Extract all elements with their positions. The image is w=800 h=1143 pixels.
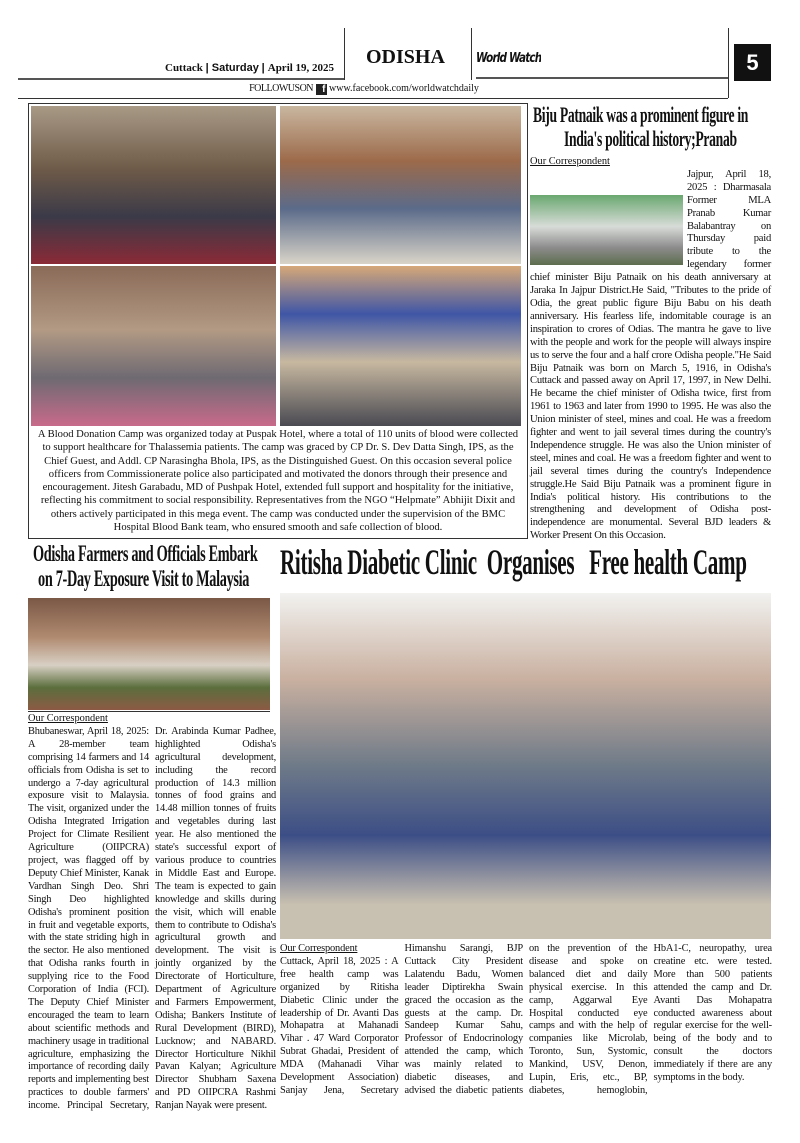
- blood-camp-photo-guests: [280, 266, 521, 426]
- blood-camp-caption: A Blood Donation Camp was organized today at Puspak Hotel, where a total of 110 units of blood were collected to support healthcare for Thalassemia patients. The camp was graced by CP Dr. S. Dev Datta Singh, IPS, as the Chief Guest, and Addl. CP Narasingha Bhola, IPS, as the Distinguished Guest. On this occasion several police officers from Commissionerate police also participated and motivated the donors through their presence and encouragement. Jitesh Garabadu, MD of Pushpak Hotel, extended full support and hospitality for the initiative, reflecting his commitment to social responsibility. Representatives from the NGO “Helpmate” Abhijit Dixit and others actively participated in this mega event. The camp was conducted under the supervision of the BMC Hospital Blood Bank team, who ensured smooth and safe collection of blood.: [37, 429, 519, 534]
- farmers-headline-2: on 7-Day Exposure Visit to Malaysia: [38, 566, 250, 591]
- divider: [344, 28, 345, 80]
- dateline: Cuttack | Saturday | April 19, 2025: [165, 62, 335, 74]
- blood-camp-photo-ribbon: [31, 106, 276, 264]
- logo-text: World Watch: [476, 51, 541, 66]
- divider: [728, 28, 729, 98]
- blood-camp-story: [28, 103, 528, 539]
- divider: [471, 28, 472, 80]
- farmers-body: Bhubaneswar, April 18, 2025: A 28-member team comprising 14 farmers and 14 officials from Odisha is set to undergo a 7-day agricultural exposure visit to Malaysia. The visit, organized under the Odisha Integrated Irrigation Project for Climate Resilient Agriculture (OIIPCRA) project, was flagged off by Deputy Chief Minister, Kanak Vardhan Singh Deo. Shri Singh Deo highlighted Odisha's prominent position in fruit and vegetable exports, with the state striding high in the sector. He also mentioned that Odisha ranks fourth in supplying rice to the Food Corporation of India (FCI). The Deputy Chief Minister encouraged the team to learn about scientific methods and machinery usage in traditional agriculture, emphasizing the importance of recording daily reports and implementing best practices to double farmers' income. Principal Secretary, Dr. Arabinda Kumar Padhee, highlighted Odisha's agricultural development, including the record production of 14.3 million tonnes of food grains and 14.48 million tonnes of fruits and vegetables during last year. He also mentioned the state's successful export of various produce to countries in Middle East and Europe. The team is expected to gain knowledge and skills during the visit, which will enable them to contribute to Odisha's agricultural growth and development. The visit is jointly organized by the Directorate of Horticulture, Department of Agriculture and Farmers Empowerment, Odisha; Bankers Institute of Rural Development (BIRD), Lucknow; and NABARD. Director Horticulture Nikhil Pavan Kalyan; Agriculture Director Shubham Saxena and PD OIIPCRA Rashmi Ranjan Nayak were present.: [28, 725, 276, 1112]
- biju-story: [530, 103, 771, 543]
- follow-label: FOLLOWUSON: [249, 83, 314, 94]
- rule: [28, 711, 270, 712]
- biju-headline-1: Biju Patnaik was a prominent figure in: [533, 102, 749, 127]
- facebook-link[interactable]: www.facebook.com/worldwatchdaily: [329, 83, 479, 94]
- farmers-flag-off-photo: [28, 598, 270, 710]
- rule-left: [18, 78, 344, 80]
- ritisha-health-camp-photo: [280, 593, 771, 939]
- blood-camp-photo-certificate: [280, 106, 521, 264]
- biju-body: Jajpur, April 18, 2025 : Dharmasala Former MLA Pranab Kumar Balabantray on Thursday paid tribute to the legendary former chief minister Biju Patnaik on his death anniversary at Jaraka In Jajpur District.He Said, "Tributes to the pride of Odia, the great public figure Biju Babu on his death anniversary. His fearless life, indomitable courage is an inspiration to crores of Odias. The mantra he gave to live with the people and work for the people will always inspire us to serve the four and a half crore Odisha people."He Said Biju Patnaik was born on March 5, 1916, in Odisha's Cuttack and passed away on April 17, 1997, in New Delhi. He became the chief minister of Odisha twice, first from 1961 to 1963 and later from 1990 to 1995. He was also the Union minister of steel, mines and coal. He was a freedom fighter and went to jail several times during the country's Independence struggle. He was also the Union minister of steel, mines and coal. He was a freedom fighter and went to jail several times during the country's Independence struggle.He Said Biju Patnaik was a prominent figure in India's political history. His contributions to the strengthening and development of Odisha post-independence are monumental. Several BJD leaders & Worker Present On this Occasion.: [530, 168, 771, 542]
- ritisha-story: [280, 541, 772, 1096]
- farmers-byline: Our Correspondent: [28, 713, 108, 724]
- facebook-icon: f: [316, 84, 327, 95]
- farmers-headline-1: Odisha Farmers and Officials Embark: [33, 541, 258, 566]
- page-number: 5: [734, 44, 771, 81]
- biju-headline-2: India's political history;Pranab: [564, 126, 737, 151]
- biju-tribute-photo: [530, 195, 683, 265]
- rule-bottom: [18, 98, 728, 99]
- dateline-day: Saturday: [211, 62, 259, 74]
- ritisha-body: Cuttack, April 18, 2025 : A free health camp was organized by Ritisha Diabetic Clinic under the leadership of Dr. Avanti Das Mohapatra at Mahanadi Vihar . 47 Ward Corporator Subrat Ghadai, President of MDA (Mahanadi Vihar Development Association) Sanjay Jena, Secretary Himanshu Sarangi, BJP Cuttack City President Lalatendu Badu, Women leader Diptirekha Swain graced the occasion as the guests at the camp. Dr. Sandeep Kumar Sahu, Professor of Endocrinology attended the camp, which was mainly related to diabetic diseases, and advised the diabetic patients on the prevention of the disease and spoke on balanced diet and daily physical exercise. In this camp, Aggarwal Eye Hospital conducted eye camps and with the help of companies like Microlab, Toronto, Sun, Systomic, Mankind, USV, Denon, Lupin, Eris, etc., BP, diabetes, hemoglobin, HbA1-C, neuropathy, urea creatine etc. were tested. More than 500 patients attended the camp and Dr. Avanti Das Mohapatra conducted awareness about regular exercise for the well-being of the body and to consult the doctors immediately if there are any symptoms in the body.: [280, 943, 772, 1096]
- masthead: [0, 0, 800, 100]
- dateline-date: April 19, 2025: [267, 62, 335, 74]
- section-title: ODISHA: [366, 46, 445, 68]
- farmers-story: [28, 541, 276, 1112]
- follow-bar: [0, 82, 728, 95]
- dateline-city: Cuttack: [165, 62, 203, 74]
- ritisha-headline: Ritisha Diabetic Clinic Organises Free health Camp: [280, 542, 747, 582]
- rule-right: [476, 77, 728, 79]
- ritisha-byline: Our Correspondent: [280, 943, 358, 954]
- biju-byline: Our Correspondent: [530, 156, 610, 167]
- blood-camp-photo-donors: [31, 266, 276, 426]
- worldwatch-logo: [476, 44, 541, 74]
